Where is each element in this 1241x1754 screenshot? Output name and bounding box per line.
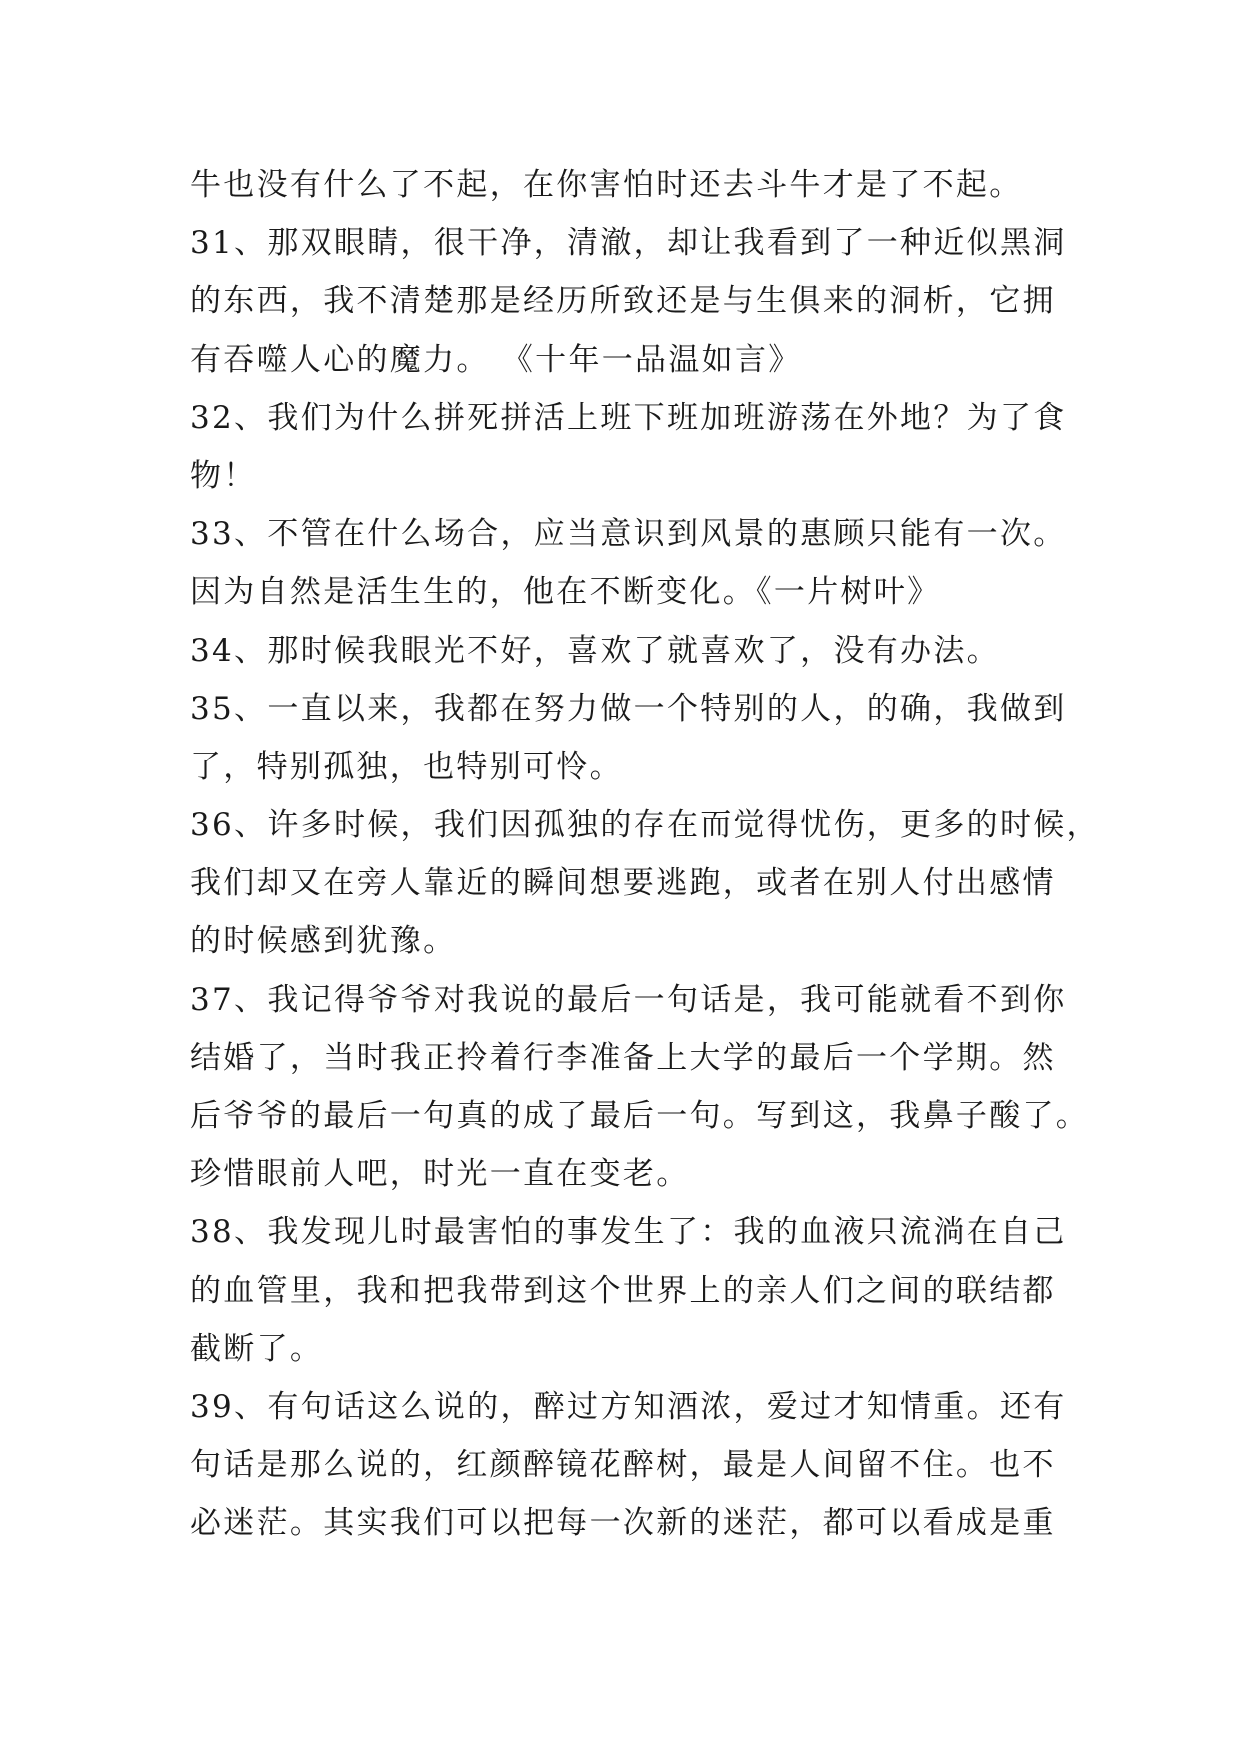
text-line: 36、许多时候，我们因孤独的存在而觉得忧伤，更多的时候， (190, 807, 1100, 844)
text-line: 38、我发现儿时最害怕的事发生了：我的血液只流淌在自己 (190, 1214, 1067, 1251)
text-line: 的东西，我不清楚那是经历所致还是与生俱来的洞析，它拥 (190, 283, 1056, 320)
text-line: 32、我们为什么拼死拼活上班下班加班游荡在外地？为了食 (190, 399, 1067, 436)
text-line: 31、那双眼睛，很干净，清澈，却让我看到了一种近似黑洞 (190, 225, 1067, 262)
text-line: 我们却又在旁人靠近的瞬间想要逃跑，或者在别人付出感情 (190, 865, 1056, 902)
text-line: 结婚了，当时我正拎着行李准备上大学的最后一个学期。然 (190, 1039, 1056, 1076)
text-line: 珍惜眼前人吧，时光一直在变老。 (190, 1156, 690, 1193)
text-line: 35、一直以来，我都在努力做一个特别的人，的确，我做到 (190, 690, 1067, 727)
text-line: 句话是那么说的，红颜醉镜花醉树，最是人间留不住。也不 (190, 1447, 1056, 1484)
text-line: 的血管里，我和把我带到这个世界上的亲人们之间的联结都 (190, 1272, 1056, 1309)
text-line: 牛也没有什么了不起，在你害怕时还去斗牛才是了不起。 (190, 167, 1023, 203)
text-line: 33、不管在什么场合，应当意识到风景的惠顾只能有一次。 (190, 516, 1067, 553)
text-line: 34、那时候我眼光不好，喜欢了就喜欢了，没有办法。 (190, 632, 1000, 669)
text-line: 有吞噬人心的魔力。 《十年一品温如言》 (190, 341, 802, 378)
text-line: 的时候感到犹豫。 (190, 923, 457, 960)
text-line: 必迷茫。其实我们可以把每一次新的迷茫，都可以看成是重 (190, 1505, 1056, 1542)
text-line: 后爷爷的最后一句真的成了最后一句。写到这，我鼻子酸了。 (190, 1098, 1090, 1134)
body-text (190, 156, 1100, 1553)
text-line: 物！ (190, 457, 257, 494)
text-line: 因为自然是活生生的，他在不断变化。《一片树叶》 (190, 574, 941, 611)
text-line: 37、我记得爷爷对我说的最后一句话是，我可能就看不到你 (190, 981, 1067, 1018)
text-line: 了，特别孤独，也特别可怜。 (190, 748, 623, 785)
text-line: 39、有句话这么说的，醉过方知酒浓，爱过才知情重。还有 (190, 1388, 1067, 1425)
text-line: 截断了。 (190, 1330, 324, 1367)
